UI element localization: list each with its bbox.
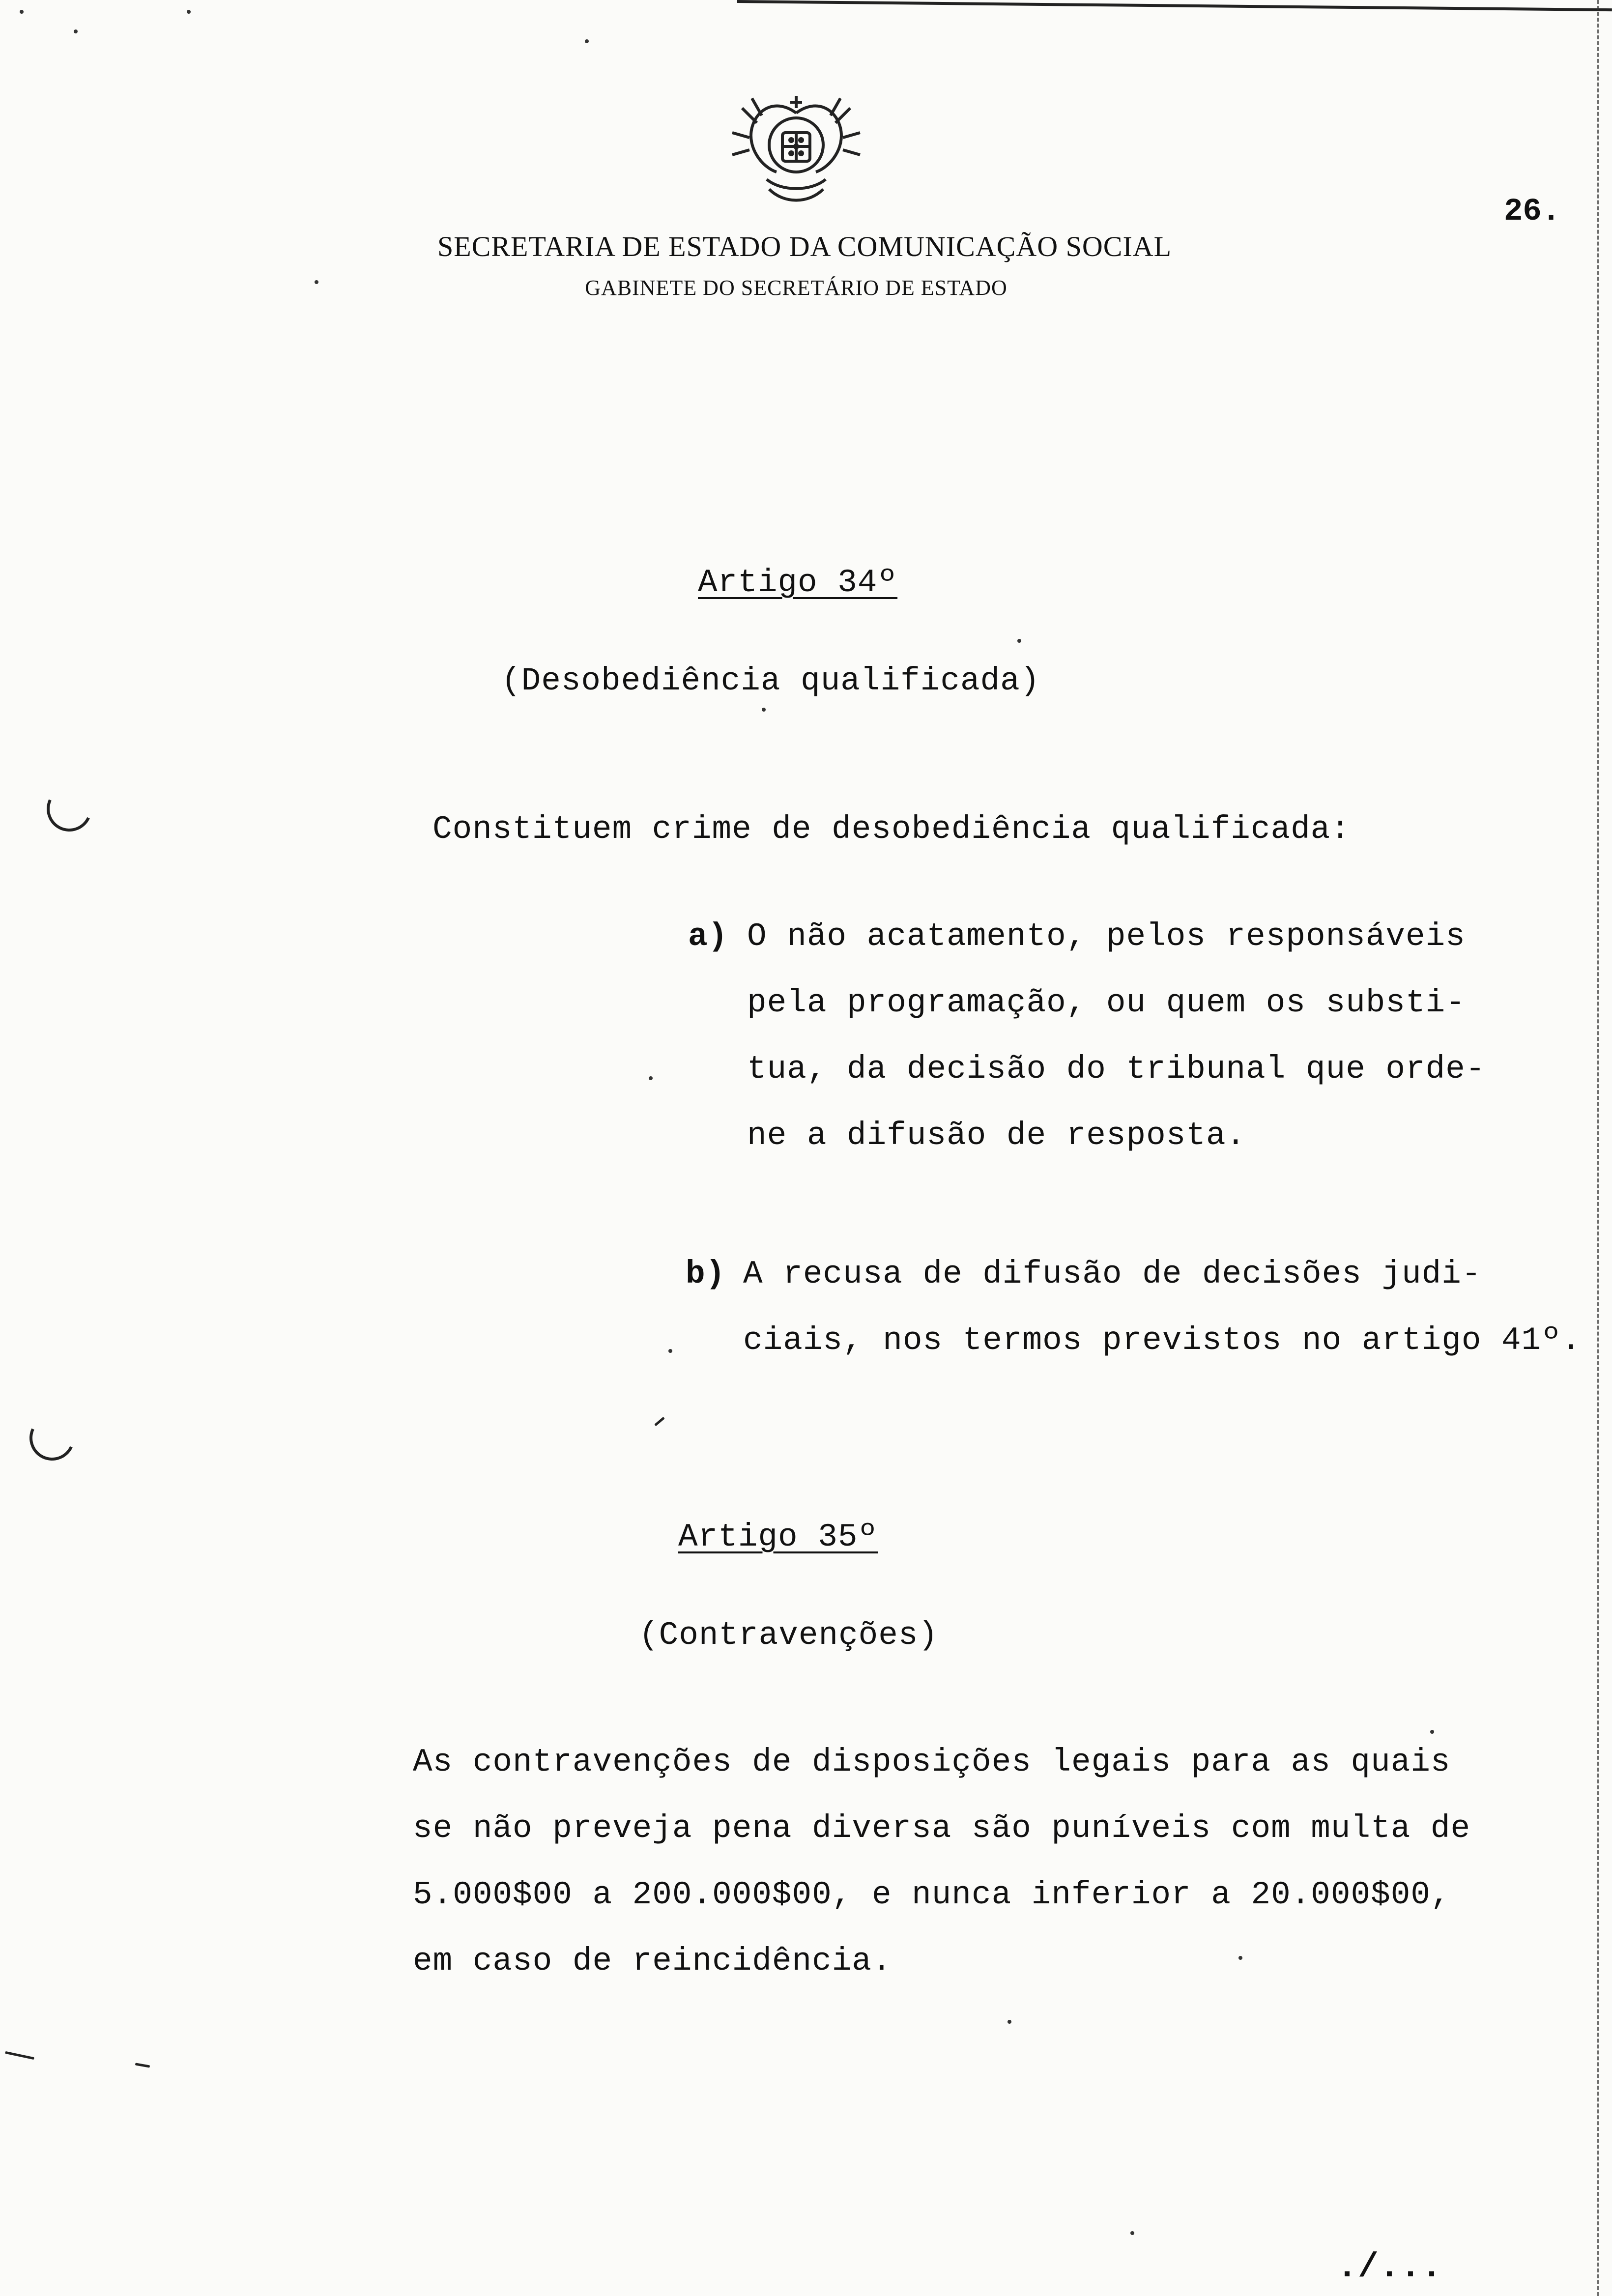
scan-speck — [315, 280, 318, 284]
article-35-subtitle: (Contravenções) — [639, 1617, 939, 1654]
scan-speck — [135, 2063, 150, 2067]
punch-hole-mark — [23, 1409, 81, 1467]
article-34-intro: Constituem crime de desobediência qualificada: — [432, 811, 1351, 848]
scan-edge-line — [737, 0, 1612, 11]
scan-margin-line — [1597, 0, 1599, 2296]
header-office-subtitle: GABINETE DO SECRETÁRIO DE ESTADO — [585, 276, 1008, 300]
scan-speck — [668, 1349, 672, 1353]
scan-speck — [74, 29, 78, 33]
item-b-line: ciais, nos termos previstos no artigo 41º. — [743, 1322, 1582, 1359]
item-a-line: ne a difusão de resposta. — [747, 1117, 1246, 1154]
scan-speck — [1130, 2231, 1134, 2235]
item-b-label: b) — [686, 1256, 726, 1292]
item-b-line: A recusa de difusão de decisões judi- — [743, 1256, 1482, 1292]
page-number: 26. — [1504, 194, 1561, 230]
item-a-line: tua, da decisão do tribunal que orde- — [747, 1051, 1486, 1088]
punch-hole-mark — [40, 780, 98, 838]
article-35-line: As contravenções de disposições legais para as quais — [413, 1744, 1451, 1780]
article-35-line: se não preveja pena diversa são puníveis com multa de — [413, 1810, 1471, 1847]
article-35-line: 5.000$00 a 200.000$00, e nunca inferior a 20.000$00, — [413, 1876, 1451, 1913]
item-a-line: O não acatamento, pelos responsáveis — [747, 918, 1466, 955]
scan-speck — [762, 708, 766, 712]
item-a-line: pela programação, ou quem os substi- — [747, 984, 1466, 1021]
scan-speck — [1430, 1730, 1434, 1734]
scan-speck — [649, 1076, 653, 1080]
coat-of-arms-icon — [722, 93, 870, 211]
scan-speck — [585, 39, 589, 43]
scan-speck — [1017, 639, 1021, 643]
scan-speck — [654, 1417, 665, 1426]
header-ministry-title: SECRETARIA DE ESTADO DA COMUNICAÇÃO SOCIAL — [437, 230, 1172, 262]
scan-speck — [5, 2051, 34, 2060]
article-34-subtitle: (Desobediência qualificada) — [501, 662, 1040, 699]
article-35-line: em caso de reincidência. — [413, 1943, 892, 1980]
continuation-mark: ./... — [1337, 2248, 1443, 2287]
scan-speck — [187, 10, 191, 14]
article-34-heading: Artigo 34º — [698, 564, 898, 601]
item-a-label: a) — [688, 918, 728, 955]
article-35-heading: Artigo 35º — [678, 1519, 878, 1555]
scan-speck — [20, 10, 24, 14]
scan-speck — [1008, 2020, 1011, 2024]
scan-speck — [1238, 1956, 1242, 1960]
